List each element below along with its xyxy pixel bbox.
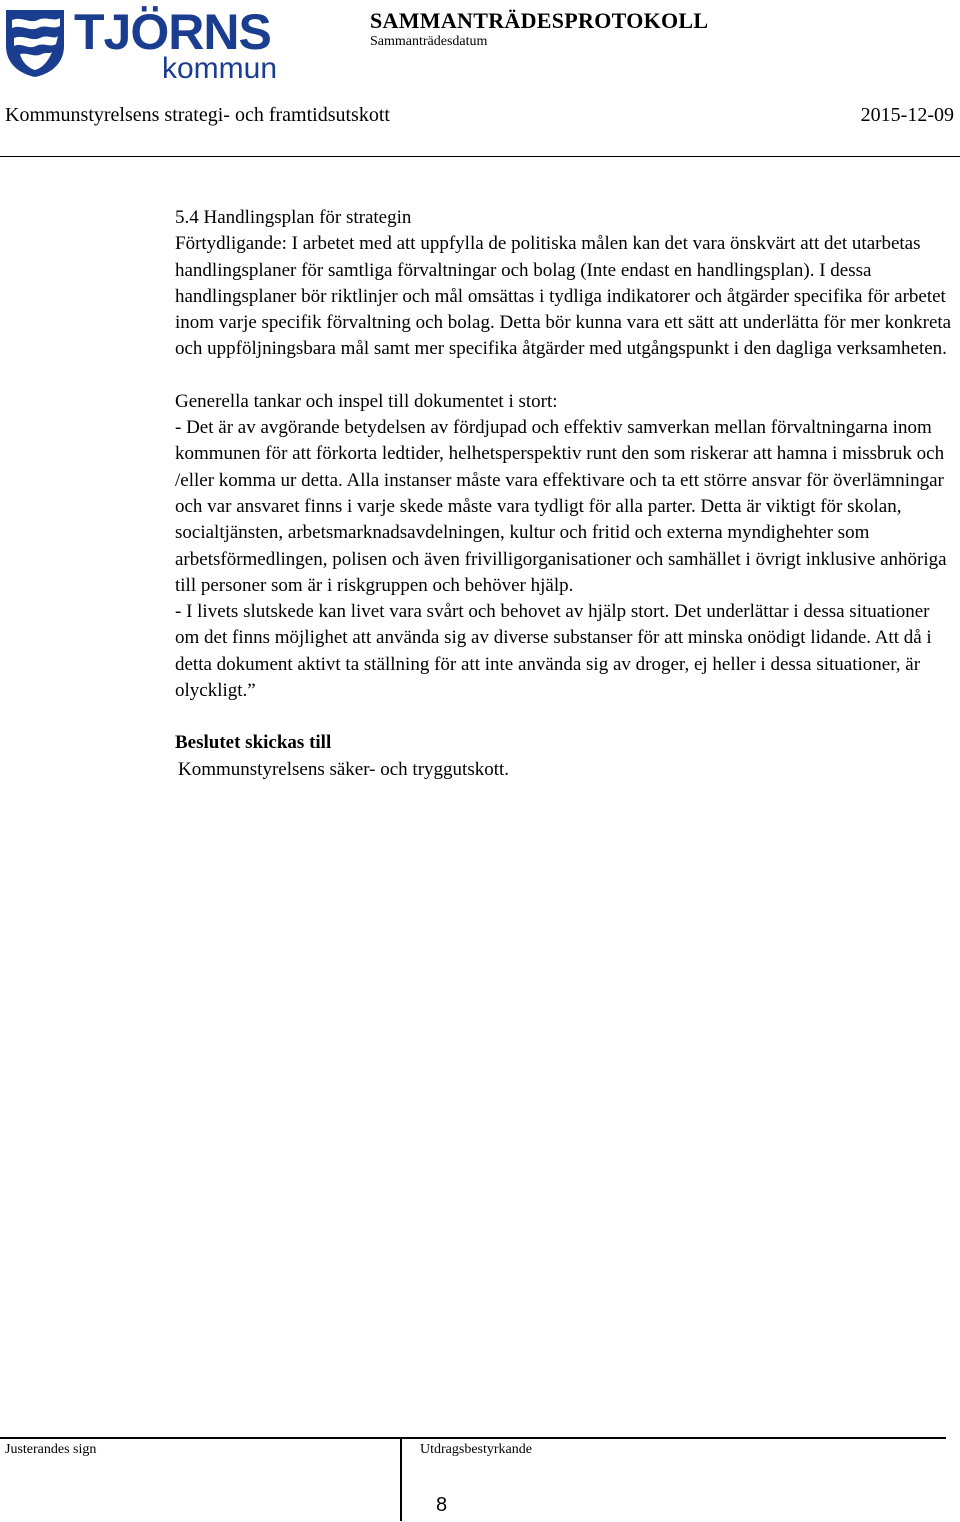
page-number: 8 (436, 1494, 448, 1516)
spacer (175, 363, 955, 389)
spacer (175, 704, 955, 730)
utdragsbestyrkande-label: Utdragsbestyrkande (420, 1442, 532, 1457)
logo-name: TJÖRNS (74, 4, 271, 60)
footer-divider (0, 1437, 946, 1439)
document-title: SAMMANTRÄDESPROTOKOLL (370, 8, 709, 33)
sendto-heading: Beslutet skickas till (175, 732, 332, 754)
coat-of-arms-icon (4, 8, 66, 78)
general-thoughts-heading: Generella tankar och inspel till dokumentet i stort: (175, 390, 558, 412)
logo-sub: kommun (162, 52, 278, 85)
header-divider (0, 156, 960, 157)
section-heading: 5.4 Handlingsplan för strategin (175, 207, 412, 228)
bullet-end-of-life: - I livets slutskede kan livet vara svårt och behovet av hjälp stort. Det underlättar i dessa situationer om det finns möjlighet att använda sig av diverse substanser för att minska onödigt lidande. Att då i detta dokument aktivt ta ställning för att inte använda sig av droger, ej heller i dessa situationer, är olyckligt.” (175, 601, 932, 702)
clarification-paragraph: Förtydligande: I arbetet med att uppfylla de politiska målen kan det vara önskvärt att det utarbetas handlingsplaner för samtliga förvaltningar och bolag (Inte endast en handlingsplan). I dessa handlingsplaner bör riktlinjer och mål omsättas i tydliga indikatorer och åtgärder specifika för arbetet inom varje specifik förvaltning och bolag. Detta bör kunna vara ett sätt att underlätta för mer konkreta och uppföljningsbara mål samt mer specifika åtgärder med utgångspunkt i den dagliga verksamheten. (175, 233, 952, 360)
committee-name: Kommunstyrelsens strategi- och framtidsutskott (5, 104, 390, 126)
document-body (175, 205, 955, 783)
footer-column-divider (400, 1437, 402, 1521)
meeting-date: 2015-12-09 (860, 104, 954, 126)
sendto-recipient: Kommunstyrelsens säker- och tryggutskott. (178, 758, 510, 780)
justerandes-sign-label: Justerandes sign (5, 1442, 97, 1457)
tjorns-kommun-logo (4, 4, 278, 85)
document-subtitle: Sammanträdesdatum (370, 34, 488, 49)
bullet-collaboration: - Det är av avgörande betydelsen av fördjupad och effektiv samverkan mellan förvaltningarna inom kommunen för att förkorta ledtider, helhetsperspektiv runt den som riskerar att hamna i missbruk och /eller komma ur detta. Alla instanser måste vara effektivare och ta ett större ansvar för överlämningar och var ansvaret finns i varje skede måste vara tydligt för alla parter. Detta är viktigt för skolan, socialtjänsten, arbetsmarknadsavdelningen, kultur och fritid och externa myndighehter som arbetsförmedlingen, polisen och även frivilligorganisationer och samhället i övrigt inklusive anhöriga till personer som är i riskgruppen och behöver hjälp. (175, 417, 947, 596)
